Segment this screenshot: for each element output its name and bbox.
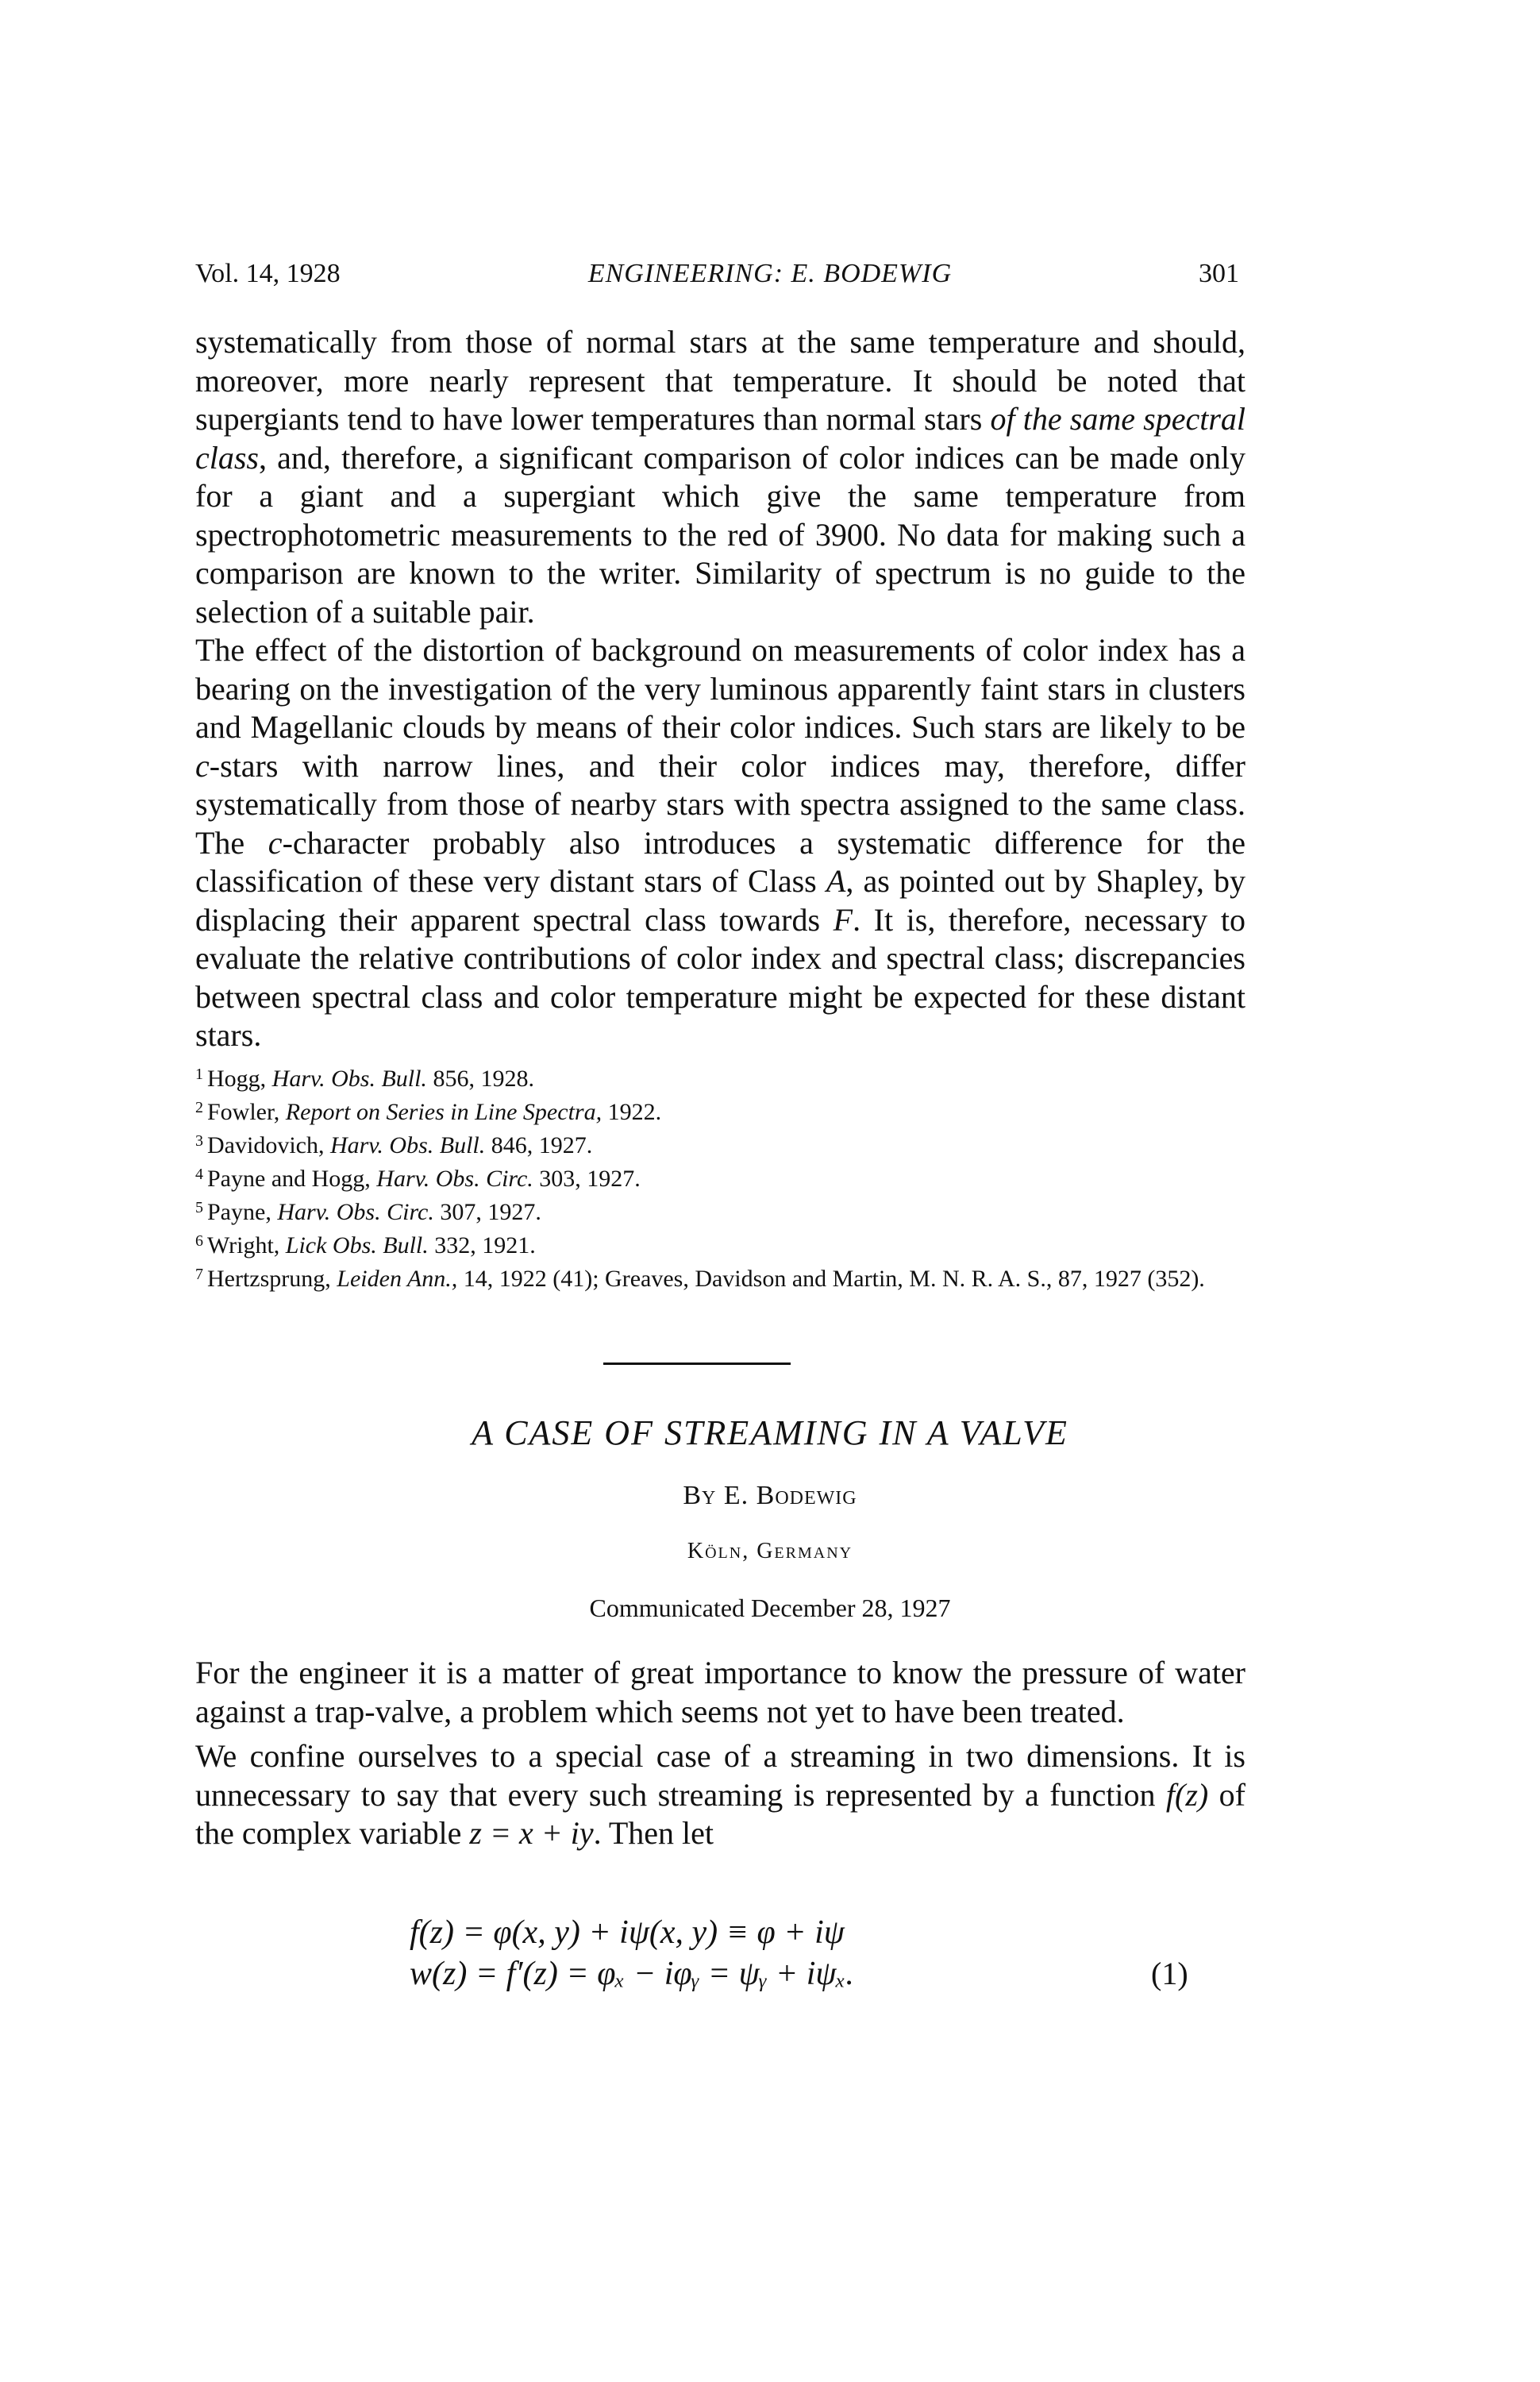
author-location: Köln, Germany xyxy=(687,1539,853,1563)
running-header xyxy=(0,259,1540,299)
paragraph: The effect of the distortion of background on measurements of color index has a bearing on the investigation of the very luminous apparently faint stars in clusters and Magellanic clouds by means of their color indices. Such stars are likely to be c-stars with narrow lines, and their color indices may, therefore, differ systematically from those of nearby stars with spectra assigned to the same class. The c-character probably also introduces a systematic difference for the classification of these very distant stars of Class A, as pointed out by Shapley, by displacing their apparent spectral class towards F. It is, therefore, necessary to evaluate the relative contributions of color index and spectral class; discrepancies between spectral class and color temperature might be expected for these distant stars. xyxy=(195,632,1245,1053)
continued-text xyxy=(195,323,1245,1293)
section-divider xyxy=(603,1363,791,1365)
footnotes xyxy=(195,1060,1245,1293)
paragraph: systematically from those of normal stars at the same temperature and should, moreover, more nearly represent that temperature. It should be noted that supergiants tend to have lower temperatures than normal stars of the same spectral class, and, therefore, a significant comparison of color indices can be made only for a giant and a supergiant which give the same temperature from spectrophotometric measurements to the red of 3900. No data for making such a comparison are known to the writer. Similarity of spectrum is no guide to the selection of a suitable pair. xyxy=(195,324,1246,630)
footnote: $^6$ Wright, Lick Obs. Bull. 332, 1921. xyxy=(195,1231,536,1258)
equation-line-2: w(z) = f′(z) = φₓ − iφᵧ = ψᵧ + iψₓ. xyxy=(410,1956,854,1992)
footnote: $^2$ Fowler, Report on Series in Line Spectra, 1922. xyxy=(195,1098,662,1125)
article-title: A CASE OF STREAMING IN A VALVE xyxy=(472,1413,1068,1452)
equation-line-1: f(z) = φ(x, y) + iψ(x, y) ≡ φ + iψ xyxy=(410,1914,845,1951)
article-text xyxy=(195,1654,1245,1853)
footnote: $^4$ Payne and Hogg, Harv. Obs. Circ. 303, 1927. xyxy=(195,1165,641,1192)
volume-label: Vol. 14, 1928 xyxy=(195,259,341,288)
paragraph: For the engineer it is a matter of great importance to know the pressure of water against a trap-valve, a problem which seems not yet to have been treated. xyxy=(195,1655,1245,1729)
footnote: $^5$ Payne, Harv. Obs. Circ. 307, 1927. xyxy=(195,1198,541,1225)
footnote: $^3$ Davidovich, Harv. Obs. Bull. 846, 1927. xyxy=(195,1131,593,1158)
footnote: $^7$ Hertzsprung, Leiden Ann., 14, 1922 (41); Greaves, Davidson and Martin, M. N. R. A. S., 87, 1927 (352). xyxy=(195,1265,1205,1292)
equation-number: (1) xyxy=(1151,1956,1188,1991)
communicated-date: Communicated December 28, 1927 xyxy=(589,1594,951,1622)
paragraph: We confine ourselves to a special case of a streaming in two dimensions. It is unnecessary to say that every such streaming is represented by a function f(z) of the complex variable z = x + iy. Then let xyxy=(195,1738,1245,1851)
running-title: ENGINEERING: E. BODEWIG xyxy=(587,259,953,288)
footnote: $^1$ Hogg, Harv. Obs. Bull. 856, 1928. xyxy=(195,1065,534,1092)
page-number: 301 xyxy=(1199,259,1239,288)
article-byline: By E. Bodewig xyxy=(683,1481,857,1510)
